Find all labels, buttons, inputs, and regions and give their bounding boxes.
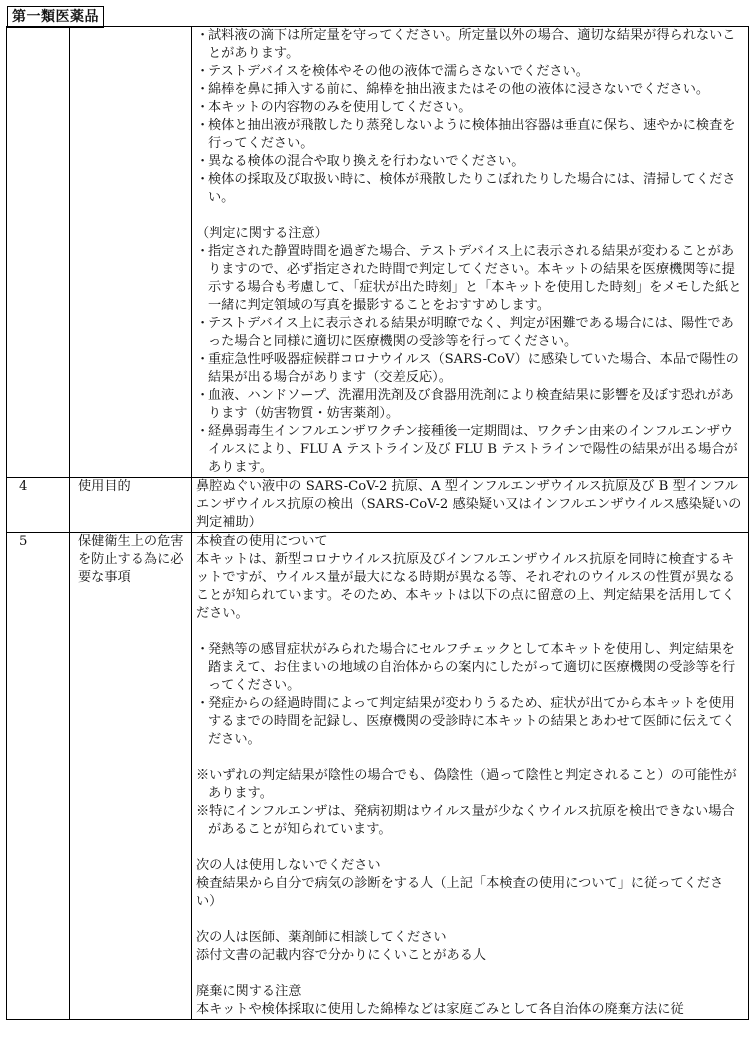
- list-item: ・ 発熱等の感冒症状がみられた場合にセルフチェックとして本キットを使用し、判定結果を踏まえて、お住まいの地域の自治体からの案内にしたがって適切に医療機関の受診等を行ってください。: [196, 641, 742, 695]
- list-item: ・ 指定された静置時間を過ぎた場合、テストデバイス上に表示される結果が変わることがありますので、必ず指定された時間で判定してください。本キットの結果を医療機関等に提示する場合も考慮して、「症状が出た時刻」と「本キットを使用した時刻」をメモした紙と一緒に判定領域の写真を撮影することをおすすめします。: [196, 243, 742, 315]
- drug-class-label: 第一類医薬品: [7, 6, 104, 28]
- list-item: ・ 本キットの内容物のみを使用してください。: [196, 99, 742, 117]
- row-name-cell: [70, 27, 192, 478]
- section-heading: 廃棄に関する注意: [196, 984, 302, 999]
- table-row: [7, 478, 749, 533]
- list-item: ・ 検体の採取及び取扱い時に、検体が飛散したりこぼれたりした場合には、清掃してください。: [196, 171, 742, 207]
- list-item: ・ テストデバイスを検体やその他の液体で濡らさないでください。: [196, 63, 742, 81]
- paragraph: 検査結果から自分で病気の診断をする人（上記「本検査の使用について」に従ってください）: [196, 876, 724, 909]
- note-item: ※特にインフルエンザは、発病初期はウイルス量が少なくウイルス抗原を検出できない場合があることが知られています。: [196, 804, 735, 837]
- list-item: ・ 発症からの経過時間によって判定結果が変わりうるため、症状が出てから本キットを使用するまでの時間を記録し、医療機関の受診時に本キットの結果とあわせて医師に伝えてください。: [196, 695, 742, 749]
- row-number: 4: [7, 478, 70, 533]
- section-heading: 次の人は医師、薬剤師に相談してください: [196, 930, 447, 945]
- list-item: ・ 検体と抽出液が飛散したり蒸発しないように検体抽出容器は垂直に保ち、速やかに検査を行ってください。: [196, 117, 742, 153]
- section-heading: 次の人は使用しないでください: [196, 858, 381, 873]
- list-item: ・ テストデバイス上に表示される結果が明瞭でなく、判定が困難である場合には、陽性であった場合と同様に適切に医療機関の受診等を行ってください。: [196, 315, 742, 351]
- table-row: [7, 27, 749, 478]
- safety-cell: [192, 533, 749, 1020]
- list-item: ・ 試料液の滴下は所定量を守ってください。所定量以外の場合、適切な結果が得られないことがあります。: [196, 27, 742, 63]
- paragraph: 本キットや検体採取に使用した綿棒などは家庭ごみとして各自治体の廃棄方法に従: [196, 1002, 684, 1017]
- list-item: ・ 経鼻弱毒生インフルエンザワクチン接種後一定期間は、ワクチン由来のインフルエンザウイルスにより、FLU A テストライン及び FLU B テストラインで陽性の結果が出る場合があります。: [196, 423, 742, 477]
- paragraph: 本キットは、新型コロナウイルス抗原及びインフルエンザウイルス抗原を同時に検査するキットですが、ウイルス量が最大になる時期が異なる等、それぞれのウイルスの性質が異なることが知られています。そのため、本キットは以下の点に留意の上、判定結果を活用してください。: [196, 552, 736, 621]
- section-heading: （判定に関する注意）: [196, 226, 328, 241]
- section-heading: 本検査の使用について: [196, 534, 328, 549]
- list-item: ・ 血液、ハンドソープ、洗濯用洗剤及び食器用洗剤により検査結果に影響を及ぼす恐れがあります（妨害物質・妨害薬剤）。: [196, 387, 742, 423]
- row-name: 保健衛生上の危害を防止する為に必要な事項: [70, 533, 192, 1020]
- note-item: ※いずれの判定結果が陰性の場合でも、偽陰性（過って陰性と判定されること）の可能性があります。: [196, 768, 737, 801]
- document-table: [6, 26, 749, 1020]
- list-item: ・ 異なる検体の混合や取り換えを行わないでください。: [196, 153, 742, 171]
- list-item: ・ 綿棒を鼻に挿入する前に、綿棒を抽出液またはその他の液体に浸さないでください。: [196, 81, 742, 99]
- list-item: ・ 重症急性呼吸器症候群コロナウイルス（SARS-CoV）に感染していた場合、本品で陽性の結果が出る場合があります（交差反応）。: [196, 351, 742, 387]
- precautions-cell: [192, 27, 749, 478]
- paragraph: 添付文書の記載内容で分かりにくいことがある人: [196, 948, 487, 963]
- row-number: 5: [7, 533, 70, 1020]
- row-name: 使用目的: [70, 478, 192, 533]
- table-row: [7, 533, 749, 1020]
- purpose-text: 鼻腔ぬぐい液中の SARS-CoV-2 抗原、A 型インフルエンザウイルス抗原及び B 型インフルエンザウイルス抗原の検出（SARS-CoV-2 感染疑い又はインフルエンザウイルス感染疑いの判定補助）: [192, 478, 749, 533]
- row-number-cell: [7, 27, 70, 478]
